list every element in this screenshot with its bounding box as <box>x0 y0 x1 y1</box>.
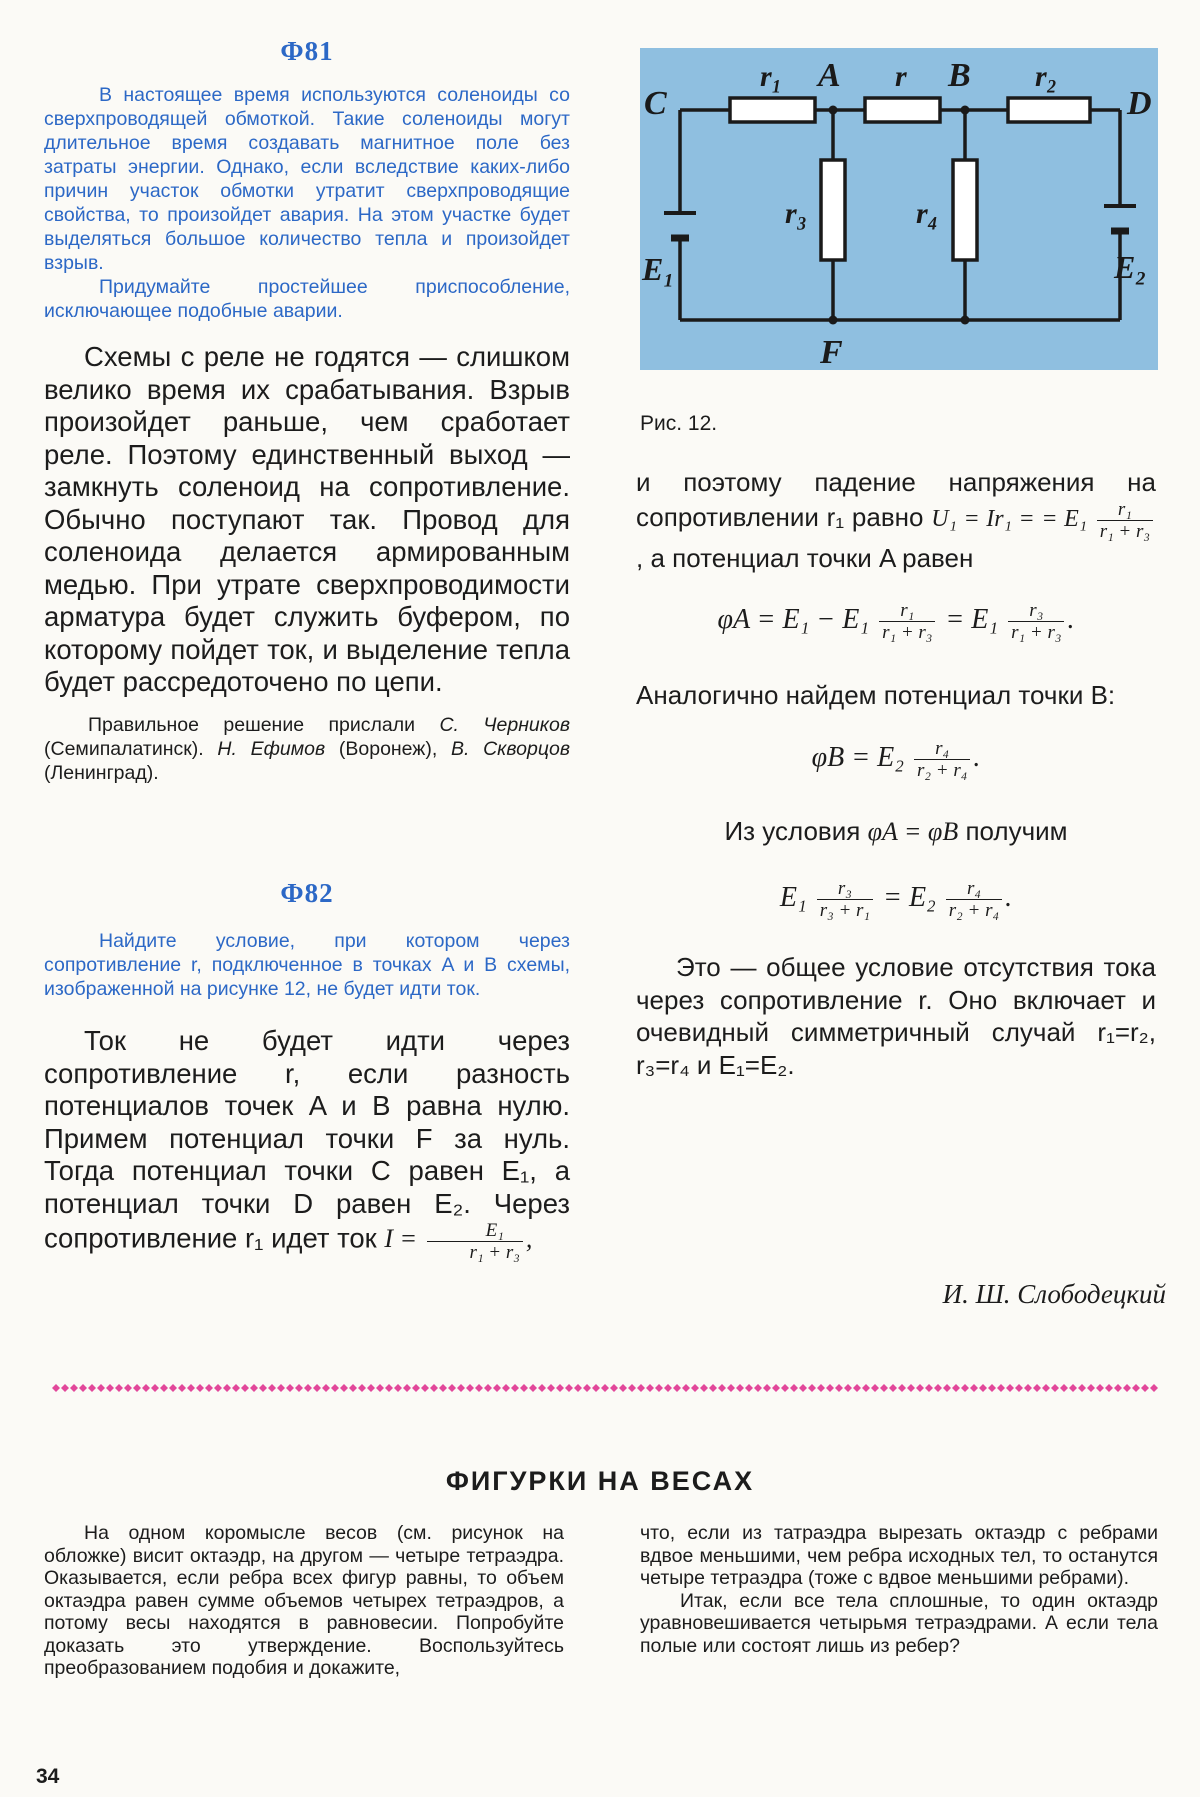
divider-diamond <box>781 1384 789 1392</box>
divider-diamond <box>511 1384 519 1392</box>
divider-diamond <box>205 1384 213 1392</box>
label-r2: r₂ <box>1035 60 1058 93</box>
divider-diamond <box>655 1384 663 1392</box>
divider-diamond <box>592 1384 600 1392</box>
label-F: F <box>820 334 843 370</box>
f82-section-right <box>636 466 1156 1081</box>
label-r3: r₃ <box>785 197 808 230</box>
f81-problem <box>44 83 570 323</box>
divider-diamond <box>943 1384 951 1392</box>
divider-diamond <box>52 1384 60 1392</box>
resistor-r3 <box>821 160 845 260</box>
divider-diamond <box>556 1384 564 1392</box>
divider-diamond <box>772 1384 780 1392</box>
u1-equation <box>931 498 1156 542</box>
f82-conclusion: Это — общее условие отсутствия тока через сопротивление r. Оно включает и очевидный симметричный случай r₁=r₂, r₃=r₄ и E₁=E₂. <box>636 952 1156 1080</box>
divider-diamond <box>862 1384 870 1392</box>
divider-diamond <box>934 1384 942 1392</box>
article-left-column <box>44 1522 564 1680</box>
divider-diamond <box>1015 1384 1023 1392</box>
current-equation: I = $\frac{\text{E₁}}{\text{r₁ + r₃}}$ , <box>384 1220 533 1263</box>
credits-city-1: (Семипалатинск). <box>44 737 204 760</box>
divider-diamond <box>925 1384 933 1392</box>
f82-section-left <box>44 878 570 1263</box>
article-title: ФИГУРКИ НА ВЕСАХ <box>445 1466 755 1496</box>
f81-heading: Ф81 <box>280 36 334 66</box>
divider-diamond <box>349 1384 357 1392</box>
divider-diamond <box>637 1384 645 1392</box>
divider-diamond <box>1024 1384 1032 1392</box>
resistor-r <box>865 98 940 122</box>
divider-diamond <box>853 1384 861 1392</box>
divider-diamond <box>709 1384 717 1392</box>
f81-credits <box>44 713 570 785</box>
divider-diamond <box>1033 1384 1041 1392</box>
divider-diamond <box>430 1384 438 1392</box>
divider-diamond <box>1123 1384 1131 1392</box>
current-num: E₁ <box>427 1220 523 1242</box>
credits-prefix: Правильное решение прислали <box>88 713 416 736</box>
condition-eq: φA = φB <box>867 816 959 846</box>
divider-diamond <box>484 1384 492 1392</box>
divider-diamond <box>412 1384 420 1392</box>
divider-diamond <box>106 1384 114 1392</box>
divider-diamond <box>898 1384 906 1392</box>
divider-diamond <box>421 1384 429 1392</box>
f81-section <box>44 36 570 785</box>
divider-diamond <box>394 1384 402 1392</box>
divider-diamond <box>790 1384 798 1392</box>
divider-diamond <box>241 1384 249 1392</box>
divider-diamond <box>664 1384 672 1392</box>
article-right-column <box>640 1522 1158 1657</box>
divider-diamond <box>277 1384 285 1392</box>
divider-diamond <box>286 1384 294 1392</box>
divider-diamond <box>1006 1384 1014 1392</box>
credits-name-1: С. Черников <box>439 713 571 736</box>
phiB-lhs: φB = E₂ <box>811 741 904 773</box>
divider-diamond <box>250 1384 258 1392</box>
article-right-text-1: что, если из татраэдра вырезать октаэдр с ребрами вдвое меньшими, чем ребра исходных тел, то останутся четыре тетраэдра (тоже с вдвое меньшими ребрами). <box>640 1522 1158 1589</box>
divider-diamond <box>331 1384 339 1392</box>
divider-diamond <box>565 1384 573 1392</box>
divider-diamond <box>718 1384 726 1392</box>
divider-diamond <box>1150 1384 1158 1392</box>
divider-diamond <box>61 1384 69 1392</box>
divider-diamond <box>799 1384 807 1392</box>
credits-city-3: (Ленинград). <box>44 761 159 784</box>
current-den: r₁ + r₃ <box>469 1242 520 1263</box>
divider-diamond <box>97 1384 105 1392</box>
divider-diamond <box>889 1384 897 1392</box>
divider-diamond <box>916 1384 924 1392</box>
divider-diamond <box>340 1384 348 1392</box>
divider-diamond <box>232 1384 240 1392</box>
phiA-lhs: φA = E₁ − E₁ <box>717 603 870 635</box>
divider-diamond <box>979 1384 987 1392</box>
decorative-divider <box>52 1381 1162 1395</box>
divider-diamond <box>268 1384 276 1392</box>
f82-answer-left <box>44 1025 570 1263</box>
divider-diamond <box>1069 1384 1077 1392</box>
figure-caption: Рис. 12. <box>640 412 718 435</box>
current-fraction <box>427 1220 523 1263</box>
condition-intro: Из условия <box>724 815 861 846</box>
divider-diamond <box>196 1384 204 1392</box>
divider-diamond <box>466 1384 474 1392</box>
divider-diamond <box>1096 1384 1104 1392</box>
divider-diamond <box>763 1384 771 1392</box>
divider-diamond <box>142 1384 150 1392</box>
label-A: A <box>818 57 841 94</box>
divider-diamond <box>367 1384 375 1392</box>
divider-diamond <box>601 1384 609 1392</box>
divider-diamond <box>295 1384 303 1392</box>
divider-diamond <box>1060 1384 1068 1392</box>
resistor-r2 <box>1008 98 1090 122</box>
divider-diamond <box>70 1384 78 1392</box>
divider-diamond <box>448 1384 456 1392</box>
f82-answer-right <box>636 466 1156 574</box>
current-lhs: I = <box>384 1224 418 1254</box>
divider-diamond <box>115 1384 123 1392</box>
phiA-den2: r₁ + r₃ <box>1011 622 1062 643</box>
divider-diamond <box>493 1384 501 1392</box>
divider-diamond <box>160 1384 168 1392</box>
divider-diamond <box>376 1384 384 1392</box>
phiA-equation: φA = E₁ − E₁ $\frac{\text{r₁}}{\text{r₁ + r₃}}$ = E₁ $\frac{\text{r₃}}{\text{r₁ + r₃}}$ . <box>717 600 1075 643</box>
divider-diamond <box>745 1384 753 1392</box>
label-E1: E₁ <box>642 251 675 287</box>
divider-diamond <box>385 1384 393 1392</box>
divider-diamond <box>313 1384 321 1392</box>
u1-num: r₁ <box>1097 499 1153 521</box>
divider-diamond <box>169 1384 177 1392</box>
phiA-fraction-2 <box>1008 600 1064 643</box>
u1-den: r₁ + r₃ <box>1099 520 1151 542</box>
divider-diamond <box>529 1384 537 1392</box>
final-lhs: E₁ <box>779 881 807 913</box>
divider-diamond <box>988 1384 996 1392</box>
divider-diamond <box>871 1384 879 1392</box>
resistor-r1 <box>730 98 815 122</box>
divider-diamond <box>619 1384 627 1392</box>
phiA-mid: = E₁ <box>945 603 999 635</box>
f82-problem: Найдите условие, при котором через сопротивление r, подключенное в точках A и B схемы, изображенной на рисунке 12, не будет идти ток. <box>44 930 570 1000</box>
final-den1: r₃ + r₁ <box>819 900 871 921</box>
phiA-num2: r₃ <box>1008 600 1064 622</box>
divider-diamond <box>844 1384 852 1392</box>
divider-diamond <box>682 1384 690 1392</box>
label-D: D <box>1127 85 1152 122</box>
condition-get: получим <box>965 815 1068 846</box>
final-equation: E₁ $\frac{\text{r₃}}{\text{r₃ + r₁}}$ = E₂ $\frac{\text{r₄}}{\text{r₂ + r₄}}$ . <box>779 878 1013 921</box>
phiB-fraction <box>914 738 970 781</box>
divider-diamond <box>151 1384 159 1392</box>
page-number: 34 <box>36 1765 60 1788</box>
label-B: B <box>948 57 971 94</box>
final-den2: r₂ + r₄ <box>948 900 1000 921</box>
phiA-num1: r₁ <box>879 600 935 622</box>
divider-diamond <box>259 1384 267 1392</box>
f82-right-text-2: , а потенциал точки A равен <box>636 542 974 573</box>
divider-diamond <box>538 1384 546 1392</box>
divider-diamond <box>1087 1384 1095 1392</box>
divider-diamond <box>520 1384 528 1392</box>
final-fraction-1 <box>817 878 873 921</box>
credits-name-2: Н. Ефимов <box>217 737 326 760</box>
divider-diamond <box>673 1384 681 1392</box>
f81-problem-question: Придумайте простейшее приспособление, исключающее подобные аварии. <box>44 276 570 322</box>
divider-diamond <box>880 1384 888 1392</box>
label-E2: E₂ <box>1114 249 1147 285</box>
f82-right-text-1: и поэтому падение напряжения на сопротивлении r₁ равно <box>636 467 1156 532</box>
divider-diamond <box>457 1384 465 1392</box>
divider-diamond <box>1042 1384 1050 1392</box>
divider-diamond <box>547 1384 555 1392</box>
divider-diamond <box>628 1384 636 1392</box>
f82-answer-left-text: Ток не будет идти через сопротивление r, если разность потенциалов точек A и B равна нулю. Примем потенциал точки F за нуль. Тогда потенциал точки C равен E₁, а потенциал точки D равен E₂. Через сопротивление r₁ идет ток <box>44 1025 570 1254</box>
divider-diamond <box>502 1384 510 1392</box>
divider-diamond <box>610 1384 618 1392</box>
divider-diamond <box>700 1384 708 1392</box>
divider-diamond <box>574 1384 582 1392</box>
phiB-equation: φB = E₂ $\frac{\text{r₄}}{\text{r₂ + r₄}}$ . <box>811 737 981 781</box>
divider-diamond <box>187 1384 195 1392</box>
divider-diamond <box>1141 1384 1149 1392</box>
divider-diamond <box>1114 1384 1122 1392</box>
divider-diamond <box>952 1384 960 1392</box>
signature: И. Ш. Слободецкий <box>942 1279 1166 1309</box>
divider-diamond <box>178 1384 186 1392</box>
label-r4: r₄ <box>916 197 939 230</box>
divider-diamond <box>133 1384 141 1392</box>
phiA-den1: r₁ + r₃ <box>882 622 933 643</box>
divider-diamond <box>727 1384 735 1392</box>
divider-diamond <box>79 1384 87 1392</box>
divider-diamond <box>907 1384 915 1392</box>
article-right-text-2: Итак, если все тела сплошные, то один октаэдр уравновешивается четырьмя тетраэдрами. А если тела полые или состоят лишь из ребер? <box>640 1589 1158 1657</box>
divider-diamond <box>475 1384 483 1392</box>
divider-diamond <box>358 1384 366 1392</box>
divider-diamond <box>1051 1384 1059 1392</box>
article-left-text: На одном коромысле весов (см. рисунок на обложке) висит октаэдр, на другом — четыре тетраэдра. Оказывается, если ребра всех фигур равны, то объем октаэдра равен сумме объемов четырех тетраэдров, а потому весы находятся в равновесии. Попробуйте доказать это утверждение. Воспользуйтесь преобразованием подобия и докажите, <box>44 1522 564 1679</box>
f81-answer: Схемы с реле не годятся — слишком велико время их срабатывания. Взрыв произойдет раньше, чем сработает реле. Поэтому единственный выход — замкнуть соленоид на сопротивление. Обычно поступают так. Провод для соленоида делается армированным медью. При утрате сверхпроводимости арматура будет служить буфером, по которому пойдет ток, и выделение тепла будет рассредоточено по цепи. <box>44 341 570 697</box>
divider-diamond <box>691 1384 699 1392</box>
divider-diamond <box>646 1384 654 1392</box>
phiB-den: r₂ + r₄ <box>917 759 968 781</box>
u1-mid: = E₁ <box>1041 505 1088 532</box>
final-mid: = E₂ <box>883 881 936 913</box>
resistor-r4 <box>953 160 977 260</box>
divider-diamond <box>835 1384 843 1392</box>
divider-diamond <box>970 1384 978 1392</box>
divider-diamond <box>1105 1384 1113 1392</box>
final-fraction-2 <box>946 878 1002 921</box>
f81-problem-text: В настоящее время используются соленоиды со сверхпроводящей обмоткой. Такие соленоиды могут длительное время создавать магнитное поле без затраты энергии. Однако, если вследствие каких-либо причин участок обмотки утратит сверхпроводящие свойства, то произойдет авария. На этом участке будет выделяться большое количество тепла и произойдет взрыв. <box>44 84 570 274</box>
divider-diamond <box>736 1384 744 1392</box>
divider-diamond <box>88 1384 96 1392</box>
phiB-num: r₄ <box>914 738 970 760</box>
divider-diamond <box>808 1384 816 1392</box>
final-num2: r₄ <box>946 878 1002 900</box>
divider-diamond <box>817 1384 825 1392</box>
divider-diamond <box>997 1384 1005 1392</box>
divider-diamond <box>214 1384 222 1392</box>
f82-heading: Ф82 <box>280 878 334 908</box>
divider-diamond <box>1132 1384 1140 1392</box>
u1-fraction <box>1097 499 1153 542</box>
divider-diamond <box>124 1384 132 1392</box>
circuit-diagram <box>640 48 1158 370</box>
credits-name-3: В. Скворцов <box>450 737 570 760</box>
f82-condition <box>636 815 1156 849</box>
divider-diamond <box>322 1384 330 1392</box>
label-r1: r₁ <box>760 60 783 93</box>
u1-lhs: U₁ = Ir₁ = <box>931 505 1035 532</box>
credits-city-2: (Воронеж), <box>338 737 438 760</box>
phiA-fraction-1 <box>879 600 935 643</box>
divider-diamond <box>1078 1384 1086 1392</box>
divider-diamond <box>403 1384 411 1392</box>
label-r: r <box>895 60 907 93</box>
divider-diamond <box>439 1384 447 1392</box>
label-C: C <box>644 85 667 122</box>
divider-diamond <box>754 1384 762 1392</box>
divider-diamond <box>961 1384 969 1392</box>
divider-diamond <box>223 1384 231 1392</box>
final-num1: r₃ <box>817 878 873 900</box>
circuit-figure <box>640 48 1158 370</box>
divider-diamond <box>826 1384 834 1392</box>
divider-diamond <box>583 1384 591 1392</box>
f82-analog: Аналогично найдем потенциал точки B: <box>636 680 1116 710</box>
divider-diamond <box>304 1384 312 1392</box>
